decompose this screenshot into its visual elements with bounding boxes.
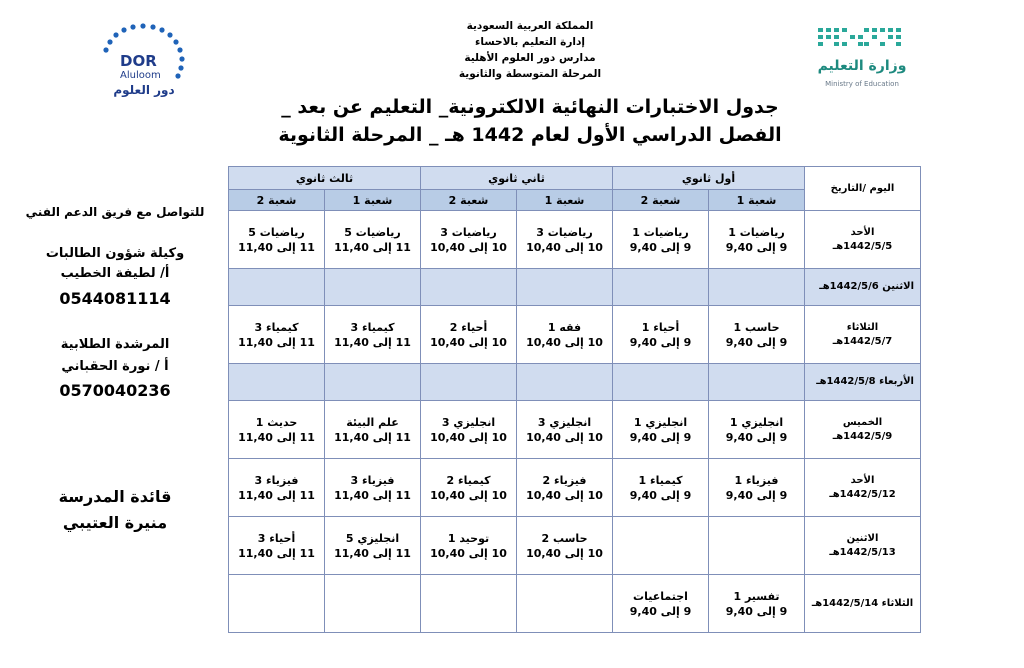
ministry-arabic: وزارة التعليم <box>817 58 907 74</box>
empty-cell <box>613 364 709 401</box>
empty-cell <box>709 364 805 401</box>
time-label: 10 إلى 10,40 <box>526 430 603 444</box>
counselor-phone: 0570040236 <box>59 381 171 400</box>
time-label: 9 إلى 9,40 <box>629 430 692 444</box>
empty-cell <box>709 269 805 306</box>
logo-text: DOR <box>120 52 157 70</box>
subject-label: فقه 1 <box>547 320 582 334</box>
subject-label: فيزياء 3 <box>254 473 299 487</box>
subject-label: حاسب 2 <box>541 531 588 545</box>
section-header: شعبة 2 <box>421 190 517 211</box>
agent-title: وكيلة شؤون الطالبات <box>45 246 185 261</box>
time-label: 11 إلى 11,40 <box>334 335 411 349</box>
exam-cell <box>421 211 517 269</box>
subject-label: رياضيات 1 <box>728 225 785 239</box>
day-label: الخميس <box>842 416 883 428</box>
header-line: المرحلة المتوسطة والثانوية <box>458 68 602 80</box>
logo-subtext: Aluloom <box>120 70 161 81</box>
time-label: 10 إلى 10,40 <box>430 240 507 254</box>
day-label: الأحد <box>850 474 875 486</box>
subject-label: انجليزي 1 <box>729 415 784 429</box>
subject-label: تفسير 1 <box>733 589 780 603</box>
exam-cell <box>613 517 709 575</box>
subject-label: كيمياء 3 <box>350 320 395 334</box>
subject-label: رياضيات 5 <box>248 225 305 239</box>
table-row <box>229 575 921 633</box>
day-date-cell <box>805 575 921 633</box>
time-label: 9 إلى 9,40 <box>725 335 788 349</box>
empty-cell <box>421 269 517 306</box>
time-label: 10 إلى 10,40 <box>430 335 507 349</box>
exam-cell <box>421 459 517 517</box>
time-label: 9 إلى 9,40 <box>725 604 788 618</box>
page-title: جدول الاختبارات النهائية الالكترونية_ التعليم عن بعد _ <box>281 96 779 118</box>
subject-label: فيزياء 2 <box>542 473 587 487</box>
exam-cell <box>709 401 805 459</box>
subject-label: أحياء 3 <box>257 531 296 545</box>
subject-label: اجتماعيات <box>633 589 688 603</box>
exam-cell <box>421 306 517 364</box>
time-label: 10 إلى 10,40 <box>430 488 507 502</box>
exam-cell <box>421 575 517 633</box>
exam-cell <box>613 306 709 364</box>
subject-label: كيمياء 3 <box>254 320 299 334</box>
school-logo <box>98 22 188 102</box>
time-label: 10 إلى 10,40 <box>430 430 507 444</box>
time-label: 9 إلى 9,40 <box>629 240 692 254</box>
exam-cell <box>709 517 805 575</box>
subject-label: حديث 1 <box>255 415 298 429</box>
subject-label: انجليزي 3 <box>537 415 592 429</box>
time-label: 10 إلى 10,40 <box>526 546 603 560</box>
exam-cell <box>517 211 613 269</box>
subject-label: انجليزي 1 <box>633 415 688 429</box>
empty-cell <box>229 269 325 306</box>
table-row <box>229 306 921 364</box>
time-label: 9 إلى 9,40 <box>629 604 692 618</box>
grade-header: ثاني ثانوي <box>421 167 613 190</box>
subject-label: رياضيات 3 <box>440 225 497 239</box>
empty-cell <box>613 269 709 306</box>
agent-name: أ/ لطيفة الخطيب <box>60 266 170 281</box>
subject-label: كيمياء 2 <box>446 473 491 487</box>
header-line: إدارة التعليم بالاحساء <box>475 36 585 48</box>
exam-cell <box>421 401 517 459</box>
empty-cell <box>421 364 517 401</box>
table-row <box>229 364 921 401</box>
empty-cell <box>517 269 613 306</box>
exam-cell <box>325 517 421 575</box>
exam-cell <box>709 306 805 364</box>
day-date-cell <box>805 306 921 364</box>
exam-cell <box>229 575 325 633</box>
agent-phone: 0544081114 <box>59 289 171 308</box>
time-label: 9 إلى 9,40 <box>629 488 692 502</box>
exam-cell <box>421 517 517 575</box>
time-label: 11 إلى 11,40 <box>334 546 411 560</box>
grade-header: أول ثانوي <box>613 167 805 190</box>
exam-cell <box>613 575 709 633</box>
day-date-header: اليوم /التاريخ <box>805 167 921 211</box>
exam-cell <box>709 459 805 517</box>
exam-cell <box>613 401 709 459</box>
date-label: 1442/5/9هـ <box>832 430 893 442</box>
support-label: للتواصل مع فريق الدعم الفني <box>25 205 205 219</box>
day-date-cell <box>805 401 921 459</box>
day-label: الثلاثاء 1442/5/14هـ <box>811 597 914 609</box>
exam-cell <box>613 459 709 517</box>
date-label: 1442/5/12هـ <box>829 488 896 500</box>
subject-label: فيزياء 1 <box>734 473 779 487</box>
exam-cell <box>613 211 709 269</box>
header-line: مدارس دور العلوم الأهلية <box>464 52 596 64</box>
time-label: 11 إلى 11,40 <box>238 240 315 254</box>
time-label: 11 إلى 11,40 <box>238 430 315 444</box>
day-label: الأحد <box>850 226 875 238</box>
exam-cell <box>517 517 613 575</box>
table-row <box>229 211 921 269</box>
subject-label: انجليزي 3 <box>441 415 496 429</box>
time-label: 10 إلى 10,40 <box>526 488 603 502</box>
day-date-cell <box>805 211 921 269</box>
exam-cell <box>517 575 613 633</box>
time-label: 11 إلى 11,40 <box>334 488 411 502</box>
date-label: 1442/5/5هـ <box>832 240 893 252</box>
time-label: 10 إلى 10,40 <box>526 240 603 254</box>
exam-cell <box>325 401 421 459</box>
time-label: 9 إلى 9,40 <box>725 488 788 502</box>
exam-cell <box>325 575 421 633</box>
time-label: 9 إلى 9,40 <box>725 240 788 254</box>
subject-label: حاسب 1 <box>733 320 780 334</box>
ministry-english: Ministry of Education <box>825 80 899 88</box>
exam-cell <box>229 306 325 364</box>
exam-cell <box>709 575 805 633</box>
subject-label: فيزياء 3 <box>350 473 395 487</box>
subject-label: رياضيات 3 <box>536 225 593 239</box>
exam-cell <box>325 306 421 364</box>
exam-cell <box>517 459 613 517</box>
principal-name: منيرة العتيبي <box>62 513 168 532</box>
subject-label: أحياء 2 <box>449 320 488 334</box>
time-label: 11 إلى 11,40 <box>334 430 411 444</box>
time-label: 10 إلى 10,40 <box>526 335 603 349</box>
exam-cell <box>517 401 613 459</box>
exam-schedule-table <box>228 166 921 633</box>
empty-cell <box>325 269 421 306</box>
subject-label: رياضيات 5 <box>344 225 401 239</box>
table-row <box>229 517 921 575</box>
section-header: شعبة 1 <box>325 190 421 211</box>
empty-cell <box>517 364 613 401</box>
exam-cell <box>229 459 325 517</box>
time-label: 9 إلى 9,40 <box>629 335 692 349</box>
table-row <box>229 459 921 517</box>
grade-header: ثالث ثانوي <box>229 167 421 190</box>
date-label: 1442/5/7هـ <box>832 335 893 347</box>
subject-label: رياضيات 1 <box>632 225 689 239</box>
exam-cell <box>229 211 325 269</box>
exam-cell <box>709 211 805 269</box>
section-header: شعبة 2 <box>229 190 325 211</box>
time-label: 11 إلى 11,40 <box>238 488 315 502</box>
day-date-cell: الاثنين 1442/5/6هـ <box>805 269 921 306</box>
exam-cell <box>229 401 325 459</box>
principal-title: قائدة المدرسة <box>58 487 172 506</box>
time-label: 9 إلى 9,40 <box>725 430 788 444</box>
exam-cell <box>325 211 421 269</box>
exam-cell <box>517 306 613 364</box>
section-header: شعبة 1 <box>709 190 805 211</box>
table-row <box>229 401 921 459</box>
time-label: 11 إلى 11,40 <box>238 335 315 349</box>
day-label: الاثنين <box>846 532 879 544</box>
section-header: شعبة 2 <box>613 190 709 211</box>
page-subtitle: الفصل الدراسي الأول لعام 1442 هـ _ المرحلة الثانوية <box>278 124 782 146</box>
section-header: شعبة 1 <box>517 190 613 211</box>
date-label: 1442/5/13هـ <box>829 546 896 558</box>
subject-label: توحيد 1 <box>447 531 490 545</box>
day-date-cell <box>805 517 921 575</box>
day-date-cell <box>805 459 921 517</box>
subject-label: انجليزي 5 <box>345 531 400 545</box>
time-label: 10 إلى 10,40 <box>430 546 507 560</box>
subject-label: أحياء 1 <box>641 320 680 334</box>
empty-cell <box>325 364 421 401</box>
logo-arabic: دور العلوم <box>113 83 175 97</box>
table-row <box>229 269 921 306</box>
header-lines <box>430 18 630 82</box>
subject-label: كيمياء 1 <box>638 473 683 487</box>
counselor-title: المرشدة الطلابية <box>60 337 170 352</box>
time-label: 11 إلى 11,40 <box>334 240 411 254</box>
time-label: 11 إلى 11,40 <box>238 546 315 560</box>
subject-label: علم البيئة <box>346 415 399 429</box>
day-date-cell: الأربعاء 1442/5/8هـ <box>805 364 921 401</box>
ministry-logo <box>812 24 912 94</box>
header-line: المملكة العربية السعودية <box>466 20 594 32</box>
day-label: الثلاثاء <box>846 321 879 333</box>
exam-cell <box>229 517 325 575</box>
empty-cell <box>229 364 325 401</box>
counselor-name: أ / نورة الحقباني <box>61 359 169 374</box>
exam-cell <box>325 459 421 517</box>
